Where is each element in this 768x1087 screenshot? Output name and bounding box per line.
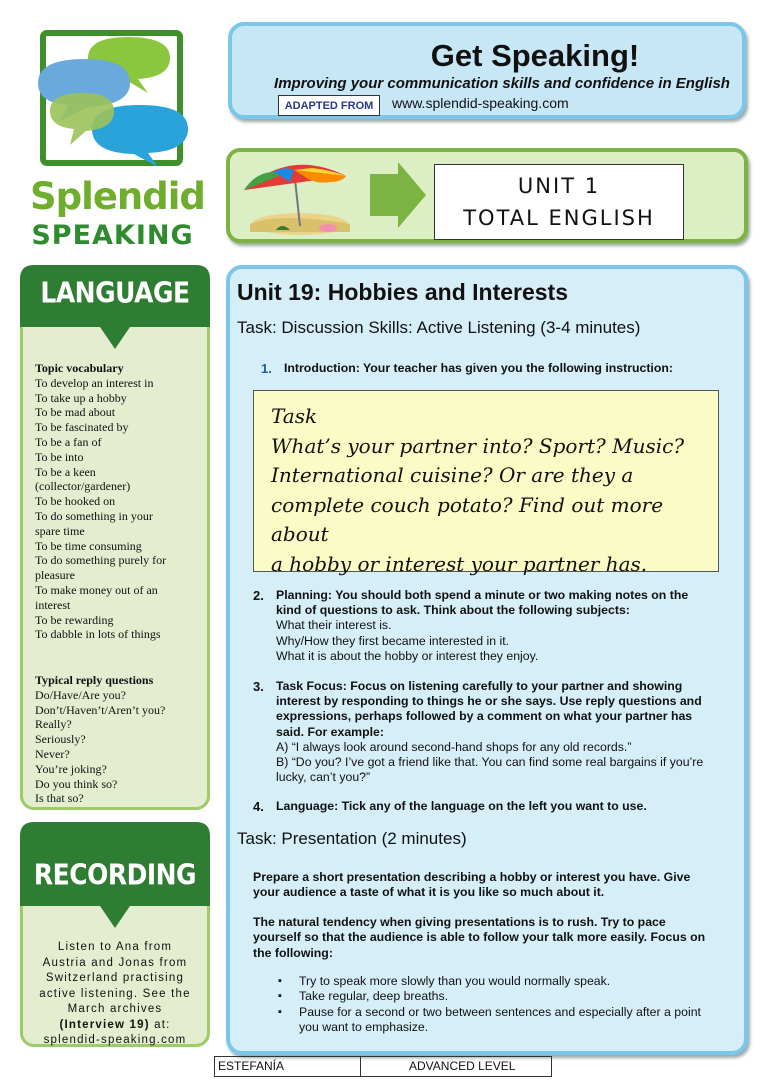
recording-label: RECORDING [33, 857, 197, 892]
step-line: What it is about the hobby or interest they enjoy. [276, 648, 539, 663]
reply-item: Seriously? [35, 732, 86, 747]
reply-item: You’re joking? [35, 761, 107, 776]
step-number: 2. [253, 588, 264, 603]
unit-title: Unit 19: Hobbies and Interests [237, 279, 569, 305]
step-line: lucky, can’t you?” [276, 770, 371, 785]
paragraph-line: The natural tendency when giving presentations is to rush. Try to pace [253, 915, 666, 929]
step-number: 3. [253, 679, 264, 694]
step-line: What their interest is. [276, 618, 392, 633]
recording-line: Switzerland practising [45, 972, 185, 984]
step-line: A) “I always look around second-hand shops for any old records.” [276, 739, 632, 754]
reply-item: Never? [35, 746, 70, 761]
vocab-item: To be time consuming [35, 538, 142, 553]
task-instruction-box [253, 390, 719, 576]
course-name: TOTAL ENGLISH [463, 206, 655, 230]
recording-interview-line [26, 1018, 204, 1034]
splendid-speaking-logo [30, 25, 205, 251]
step-text: Language: Tick any of the language on the left you want to use. [276, 799, 647, 813]
vocab-item: To do something in your [35, 508, 153, 523]
recording-line: Austria and Jonas from [42, 956, 188, 969]
language-label: LANGUAGE [40, 275, 190, 310]
recording-site: splendid-speaking.com [43, 1034, 187, 1046]
vocab-item: To develop an interest in [35, 375, 154, 390]
reply-item: Is that so? [35, 791, 84, 806]
interview-reference: (Interview 19) [59, 1018, 150, 1031]
topic-vocabulary-list [35, 361, 205, 642]
vocab-item: To make money out of an [35, 582, 158, 597]
step-text: Introduction: Your teacher has given you the following instruction: [284, 361, 673, 375]
pacing-advice [253, 915, 733, 961]
vocab-item: pleasure [35, 568, 75, 583]
recording-description [26, 940, 204, 1049]
presentation-intro [253, 870, 733, 901]
task-box-line: What’s your partner into? Sport? Music? [271, 433, 685, 458]
page-title: Get Speaking! [430, 38, 640, 73]
task-box-line: International cuisine? Or are they a [271, 463, 634, 487]
reply-item: Do you think so? [35, 776, 118, 791]
recording-line: March archives [67, 1003, 163, 1015]
footer-table [214, 1056, 552, 1077]
vocab-item: To be into [35, 449, 84, 464]
tips-list [278, 974, 718, 1035]
step-number: 4. [253, 799, 264, 814]
speech-bubbles-icon [30, 25, 200, 175]
step-number: 1. [261, 361, 272, 376]
brand-line-1: Splendid [30, 175, 205, 218]
beach-umbrella-icon [230, 152, 430, 239]
list-item: ▪ Try to speak more slowly than you would normally speak. [278, 974, 718, 989]
vocab-item: spare time [35, 523, 85, 538]
list-item: ▪ Take regular, deep breaths. [278, 989, 718, 1004]
level-label: ADVANCED LEVEL [409, 1059, 516, 1073]
vocab-item: To be a keen [35, 464, 96, 479]
step-text: kind of questions to ask. Think about the following subjects: [276, 603, 630, 618]
reply-item: Really? [35, 717, 72, 732]
vocab-item: To be a fan of [35, 434, 102, 449]
step-planning [253, 588, 689, 664]
task-box-line: complete couch potato? Find out more about [271, 492, 664, 546]
paragraph-line: your audience a taste of what it is you like so much about it. [253, 885, 605, 900]
vocab-item: To be fascinated by [35, 420, 129, 435]
task-box-line: Task [271, 404, 318, 428]
vocab-item: (collector/gardener) [35, 479, 131, 494]
step-language [253, 799, 647, 814]
paragraph-line: yourself so that the audience is able to follow your talk more easily. Focus on [253, 930, 706, 945]
recording-line: active listening. See the [39, 987, 191, 1000]
vocab-item: To do something purely for [35, 553, 167, 568]
vocab-item: To be rewarding [35, 612, 114, 627]
step-text: Task Focus: Focus on listening carefully to your partner and showing [276, 679, 683, 693]
reply-questions-list [35, 673, 205, 806]
list-item: ▪ Pause for a second or two between sentences and especially after a point [278, 1005, 718, 1020]
source-website: www.splendid-speaking.com [392, 95, 569, 111]
task-discussion-heading: Task: Discussion Skills: Active Listening (3-4 minutes) [237, 318, 641, 337]
vocab-item: To be hooked on [35, 494, 116, 509]
brand-line-2: SPEAKING [31, 220, 194, 251]
step-line: Why/How they first became interested in it. [276, 633, 510, 648]
step-task-focus [253, 679, 704, 785]
student-name: ESTEFANÍA [215, 1057, 361, 1076]
adapted-from-label: ADAPTED FROM [278, 95, 380, 116]
step-line: B) “Do you? I’ve got a friend like that. You can find some real bargains if you’re [276, 755, 704, 770]
step-text: Planning: You should both spend a minute or two making notes on the [276, 588, 689, 602]
list-item-continued: you want to emphasize. [299, 1019, 429, 1034]
page-subtitle: Improving your communication skills and confidence in English [274, 75, 730, 92]
recording-line: Listen to Ana from [57, 941, 173, 953]
recording-at: at: [149, 1018, 171, 1031]
task-box-line: a hobby or interest your partner has. [271, 551, 648, 576]
step-text: interest by responding to things he or she says. Use reply questions and [276, 694, 702, 709]
vocab-heading: Topic vocabulary [35, 361, 124, 375]
paragraph-line: the following: [253, 945, 333, 960]
step-introduction [261, 361, 673, 376]
reply-heading: Typical reply questions [35, 673, 154, 687]
vocab-item: To dabble in lots of things [35, 627, 161, 642]
reply-item: Don’t/Haven’t/Aren’t you? [35, 702, 166, 717]
unit-banner [226, 148, 748, 243]
task-presentation-heading: Task: Presentation (2 minutes) [237, 829, 467, 848]
unit-number: UNIT 1 [517, 174, 601, 198]
vocab-item: interest [35, 597, 71, 612]
reply-item: Do/Have/Are you? [35, 687, 126, 702]
step-text: expressions, perhaps followed by a comment on what your partner has [276, 709, 693, 724]
header-box [228, 22, 746, 119]
paragraph-line: Prepare a short presentation describing a hobby or interest you have. Give [253, 870, 691, 884]
vocab-item: To be mad about [35, 405, 116, 420]
vocab-item: To take up a hobby [35, 390, 127, 405]
step-text: said. For example: [276, 724, 384, 739]
unit-label-box [434, 164, 684, 240]
